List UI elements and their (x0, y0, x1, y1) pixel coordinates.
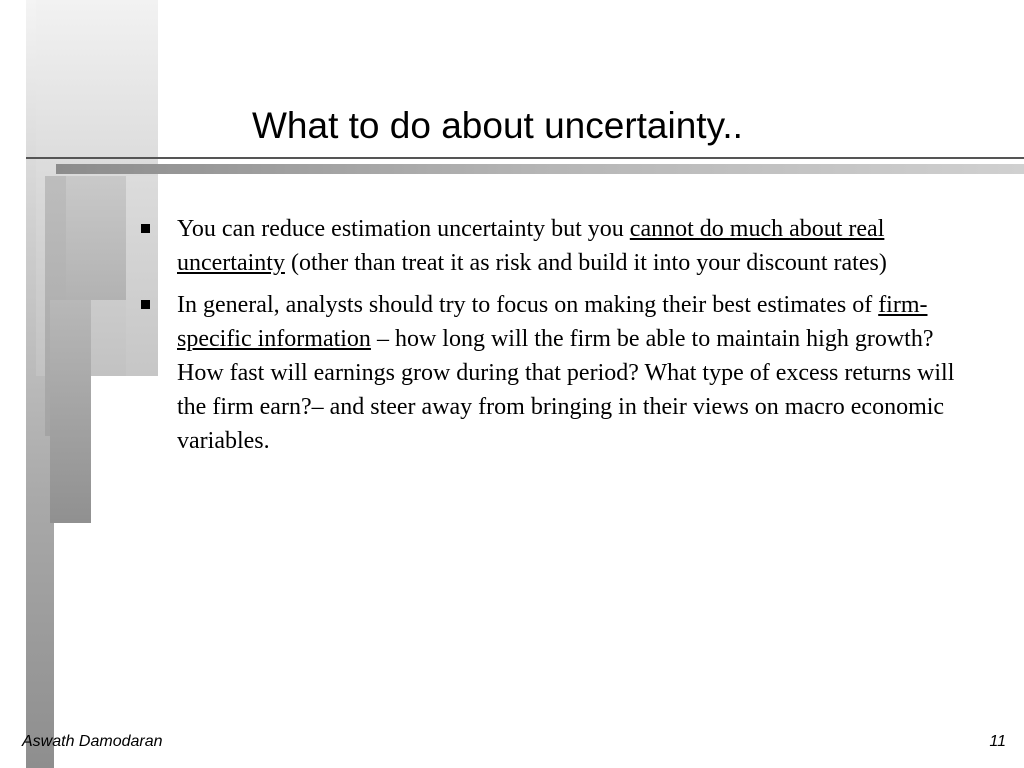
underlined-phrase: cannot do much about real uncertainty (177, 216, 885, 276)
title-divider (26, 157, 1024, 159)
slide-title: What to do about uncertainty.. (252, 105, 743, 146)
underlined-phrase: firm-specific information (177, 292, 928, 352)
decorative-bar (50, 300, 91, 523)
black-square-icon (141, 224, 150, 233)
bullet-text: – how long will the firm be able to maintain high growth? How fast will earnings grow during that period? What type of excess returns will the firm earn?– and steer away from bringing in their views on macro economic variables. (177, 326, 955, 454)
bullet-text: You can reduce estimation uncertainty but you (177, 216, 630, 242)
black-square-icon (141, 300, 150, 309)
bullet-text: In general, analysts should try to focus on making their best estimates of (177, 292, 879, 318)
bullet-text: (other than treat it as risk and build it into your discount rates) (284, 250, 887, 276)
bullet-item (140, 212, 980, 280)
page-number: 11 (989, 733, 1006, 750)
bullet-list (140, 212, 980, 466)
decorative-bar (66, 176, 126, 300)
footer-author: Aswath Damodaran (22, 733, 163, 750)
bullet-item (140, 288, 980, 458)
title-divider-shadow (56, 164, 1024, 174)
